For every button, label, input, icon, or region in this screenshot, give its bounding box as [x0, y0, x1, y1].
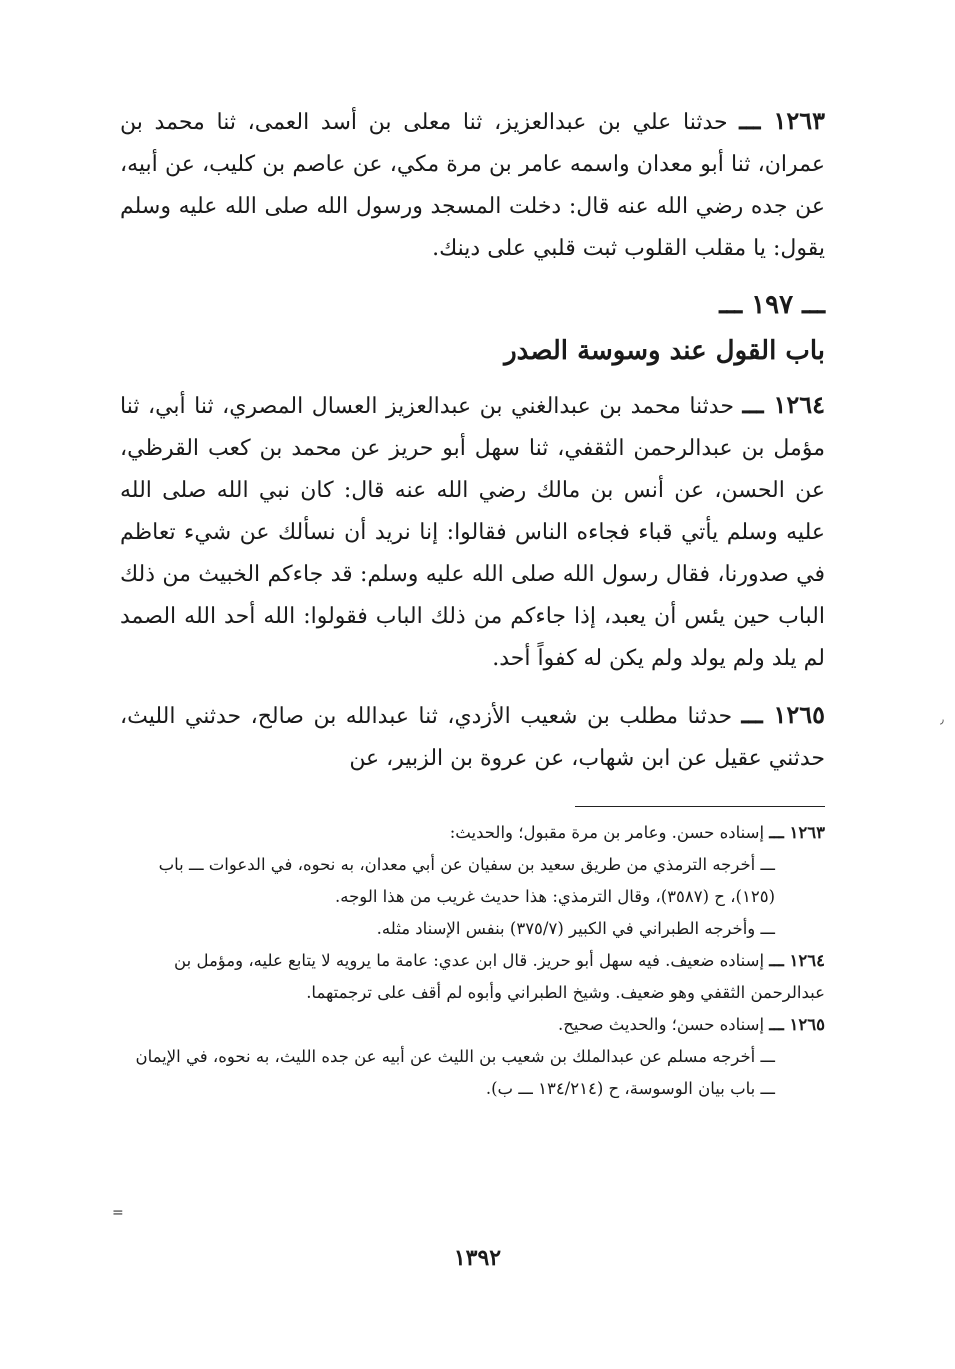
hadith-number: ١٢٦٣ ـــ: [739, 106, 825, 135]
footnote-1265: [120, 1009, 825, 1105]
margin-mark-right: ٫: [940, 712, 944, 726]
footnote-entry: [120, 817, 825, 849]
footnote-number: ١٢٦٣ ـــ: [769, 823, 825, 842]
footnote-sub: ـــ أخرجه مسلم عن عبدالملك بن شعيب بن الليث عن أبيه عن جده الليث، به نحوه، في الإيمان ـــ باب بيان الوسوسة، ح (١٣٤/٢١٤ ـــ ب).: [135, 1047, 775, 1098]
footnote-sub: ـــ وأخرجه الطبراني في الكبير (٣٧٥/٧) بنفس الإسناد مثله.: [376, 919, 775, 938]
main-text: [120, 100, 825, 780]
footnote-divider: [575, 806, 825, 807]
footnote-entry: [120, 945, 825, 1009]
footnote-text: إسناده حسن. وعامر بن مرة مقبول؛ والحديث:: [449, 823, 765, 842]
hadith-text: حدثنا محمد بن عبدالغني بن عبدالعزيز العسال المصري، ثنا أبي، ثنا مؤمل بن عبدالرحمن الثقفي، ثنا سهل أبو حريز عن محمد بن كعب القرظي، عن الحسن، عن أنس بن مالك رضي الله عنه قال: كان نبي الله صلى الله عليه وسلم يأتي قباء فجاءه الناس فقالوا: إنا نريد أن نسألك عن شيء تعاظم في صدورنا، فقال رسول الله صلى الله عليه وسلم: قد جاءكم الخبيث من ذلك الباب حين يئس أن يعبد، إذا جاءكم من ذلك الباب فقولوا: الله أحد الله الصمد لم يلد ولم يولد ولم يكن له كفواً أحد.: [120, 394, 825, 671]
footnote-1263: [120, 817, 825, 945]
footnote-text: إسناده حسن؛ والحديث صحيح.: [557, 1015, 765, 1034]
hadith-text: حدثنا علي بن عبدالعزيز، ثنا معلى بن أسد العمى، ثنا محمد بن عمران، ثنا أبو معدان واسمه عامر بن مرة مكي، عن عاصم بن كليب، عن أبيه، عن جده رضي الله عنه قال: دخلت المسجد ورسول الله صلى الله عليه وسلم يقول: يا مقلب القلوب ثبت قلبي على دينك.: [120, 110, 825, 261]
footnote-text: إسناده ضعيف. فيه سهل أبو حريز. قال ابن عدي: عامة ما يرويه لا يتابع عليه، ومؤمل بن عبدالرحمن الثقفي وهو ضعيف. وشيخ الطبراني وأبوه لم أقف على ترجمتهما.: [174, 951, 825, 1002]
footnote-1264: [120, 945, 825, 1009]
hadith-number: ١٢٦٤ ـــ: [742, 390, 826, 419]
footnote-entry: [120, 1009, 825, 1041]
chapter-number: ـــ ١٩٧ ـــ: [719, 290, 825, 320]
footnote-sub: ـــ أخرجه الترمذي من طريق سعيد بن سفيان عن أبي معدان، به نحوه، في الدعوات ـــ باب (١٢٥)، ح (٣٥٨٧)، وقال الترمذي: هذا حديث غريب من هذا الوجه.: [158, 855, 775, 906]
page-body: [120, 100, 825, 1105]
footnote-number: ١٢٦٥ ـــ: [769, 1015, 825, 1034]
hadith-1263: [120, 100, 825, 270]
page-number: ١٣٩٢: [453, 1245, 502, 1271]
hadith-1264: [120, 384, 825, 680]
chapter-title: باب القول عند وسوسة الصدر: [504, 336, 825, 366]
footnotes: [120, 817, 825, 1105]
hadith-text: حدثنا مطلب بن شعيب الأزدي، ثنا عبدالله بن صالح، حدثني الليث، حدثني عقيل عن ابن شهاب، عن عروة بن الزبير، عن: [120, 704, 825, 771]
margin-mark-left: =: [112, 1205, 124, 1221]
hadith-1265: [120, 694, 825, 780]
hadith-number: ١٢٦٥ ـــ: [741, 700, 826, 729]
footnote-number: ١٢٦٤ ـــ: [769, 951, 825, 970]
